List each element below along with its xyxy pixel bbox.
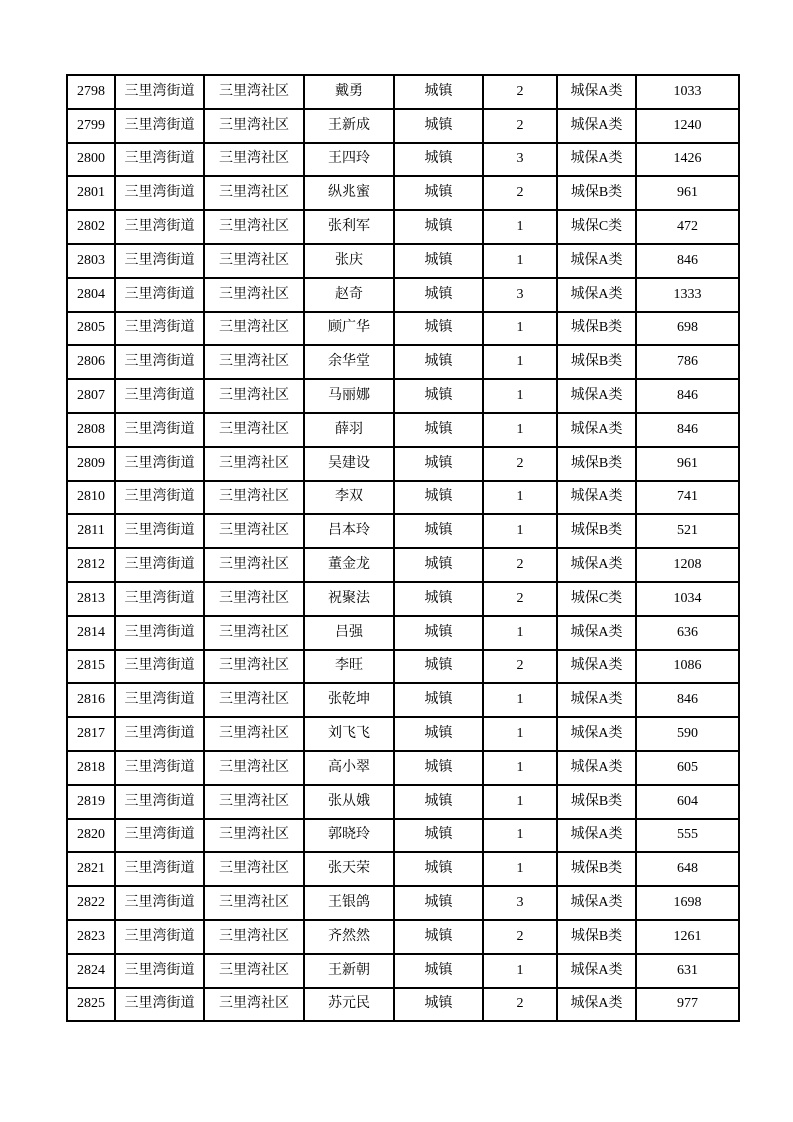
cell-row-number: 2815: [67, 650, 115, 684]
cell-community: 三里湾社区: [204, 345, 304, 379]
cell-insurance-category: 城保A类: [557, 143, 636, 177]
cell-amount: 698: [636, 312, 739, 346]
cell-row-number: 2816: [67, 683, 115, 717]
cell-street: 三里湾街道: [115, 278, 204, 312]
cell-street: 三里湾街道: [115, 548, 204, 582]
table-row: [67, 954, 739, 988]
cell-community: 三里湾社区: [204, 785, 304, 819]
table-row: [67, 176, 739, 210]
cell-name: 王四玲: [304, 143, 394, 177]
cell-amount: 961: [636, 447, 739, 481]
cell-name: 王新成: [304, 109, 394, 143]
cell-insurance-category: 城保B类: [557, 785, 636, 819]
cell-residence-type: 城镇: [394, 954, 483, 988]
cell-row-number: 2820: [67, 819, 115, 853]
cell-name: 薛羽: [304, 413, 394, 447]
cell-insurance-category: 城保A类: [557, 109, 636, 143]
cell-name: 张天荣: [304, 852, 394, 886]
table-row: [67, 447, 739, 481]
cell-name: 吴建设: [304, 447, 394, 481]
cell-name: 王新朝: [304, 954, 394, 988]
cell-name: 吕强: [304, 616, 394, 650]
cell-person-count: 1: [483, 345, 557, 379]
cell-street: 三里湾街道: [115, 582, 204, 616]
cell-row-number: 2798: [67, 75, 115, 109]
table-row: [67, 345, 739, 379]
cell-person-count: 2: [483, 920, 557, 954]
cell-name: 张乾坤: [304, 683, 394, 717]
cell-insurance-category: 城保A类: [557, 717, 636, 751]
records-table-body: [67, 75, 739, 1021]
table-row: [67, 819, 739, 853]
table-row: [67, 616, 739, 650]
cell-name: 张从娥: [304, 785, 394, 819]
cell-amount: 1034: [636, 582, 739, 616]
cell-name: 纵兆蜜: [304, 176, 394, 210]
cell-residence-type: 城镇: [394, 988, 483, 1022]
cell-residence-type: 城镇: [394, 176, 483, 210]
cell-row-number: 2817: [67, 717, 115, 751]
cell-residence-type: 城镇: [394, 345, 483, 379]
cell-residence-type: 城镇: [394, 886, 483, 920]
cell-community: 三里湾社区: [204, 109, 304, 143]
cell-amount: 1240: [636, 109, 739, 143]
cell-name: 刘飞飞: [304, 717, 394, 751]
cell-person-count: 1: [483, 244, 557, 278]
cell-amount: 1086: [636, 650, 739, 684]
cell-insurance-category: 城保A类: [557, 954, 636, 988]
cell-street: 三里湾街道: [115, 176, 204, 210]
cell-person-count: 1: [483, 954, 557, 988]
cell-insurance-category: 城保B类: [557, 176, 636, 210]
table-row: [67, 413, 739, 447]
table-row: [67, 683, 739, 717]
cell-residence-type: 城镇: [394, 683, 483, 717]
table-row: [67, 514, 739, 548]
cell-amount: 977: [636, 988, 739, 1022]
cell-street: 三里湾街道: [115, 481, 204, 515]
table-row: [67, 143, 739, 177]
cell-insurance-category: 城保A类: [557, 278, 636, 312]
cell-row-number: 2808: [67, 413, 115, 447]
cell-person-count: 2: [483, 109, 557, 143]
cell-community: 三里湾社区: [204, 143, 304, 177]
cell-insurance-category: 城保A类: [557, 751, 636, 785]
table-row: [67, 582, 739, 616]
cell-community: 三里湾社区: [204, 988, 304, 1022]
cell-row-number: 2823: [67, 920, 115, 954]
cell-community: 三里湾社区: [204, 582, 304, 616]
cell-residence-type: 城镇: [394, 210, 483, 244]
cell-amount: 961: [636, 176, 739, 210]
cell-community: 三里湾社区: [204, 379, 304, 413]
cell-row-number: 2821: [67, 852, 115, 886]
cell-name: 张利军: [304, 210, 394, 244]
cell-insurance-category: 城保C类: [557, 210, 636, 244]
cell-insurance-category: 城保B类: [557, 920, 636, 954]
cell-street: 三里湾街道: [115, 785, 204, 819]
cell-insurance-category: 城保A类: [557, 650, 636, 684]
cell-person-count: 1: [483, 717, 557, 751]
cell-name: 高小翠: [304, 751, 394, 785]
cell-residence-type: 城镇: [394, 244, 483, 278]
cell-person-count: 2: [483, 650, 557, 684]
cell-amount: 846: [636, 244, 739, 278]
cell-community: 三里湾社区: [204, 514, 304, 548]
table-row: [67, 312, 739, 346]
cell-street: 三里湾街道: [115, 650, 204, 684]
table-row: [67, 278, 739, 312]
cell-row-number: 2813: [67, 582, 115, 616]
cell-street: 三里湾街道: [115, 447, 204, 481]
cell-amount: 1033: [636, 75, 739, 109]
cell-amount: 1426: [636, 143, 739, 177]
cell-residence-type: 城镇: [394, 852, 483, 886]
cell-row-number: 2811: [67, 514, 115, 548]
cell-row-number: 2806: [67, 345, 115, 379]
cell-community: 三里湾社区: [204, 683, 304, 717]
cell-street: 三里湾街道: [115, 954, 204, 988]
cell-street: 三里湾街道: [115, 75, 204, 109]
cell-amount: 636: [636, 616, 739, 650]
cell-community: 三里湾社区: [204, 920, 304, 954]
cell-name: 董金龙: [304, 548, 394, 582]
cell-community: 三里湾社区: [204, 244, 304, 278]
cell-community: 三里湾社区: [204, 717, 304, 751]
cell-insurance-category: 城保A类: [557, 379, 636, 413]
cell-community: 三里湾社区: [204, 548, 304, 582]
cell-street: 三里湾街道: [115, 345, 204, 379]
cell-person-count: 1: [483, 616, 557, 650]
cell-person-count: 1: [483, 413, 557, 447]
cell-residence-type: 城镇: [394, 819, 483, 853]
table-row: [67, 886, 739, 920]
cell-street: 三里湾街道: [115, 852, 204, 886]
cell-street: 三里湾街道: [115, 920, 204, 954]
cell-insurance-category: 城保A类: [557, 819, 636, 853]
cell-community: 三里湾社区: [204, 210, 304, 244]
cell-insurance-category: 城保A类: [557, 481, 636, 515]
cell-name: 王银鸽: [304, 886, 394, 920]
cell-residence-type: 城镇: [394, 312, 483, 346]
cell-insurance-category: 城保B类: [557, 447, 636, 481]
cell-residence-type: 城镇: [394, 413, 483, 447]
cell-amount: 741: [636, 481, 739, 515]
cell-community: 三里湾社区: [204, 447, 304, 481]
cell-street: 三里湾街道: [115, 886, 204, 920]
cell-person-count: 2: [483, 548, 557, 582]
cell-row-number: 2803: [67, 244, 115, 278]
cell-street: 三里湾街道: [115, 413, 204, 447]
cell-residence-type: 城镇: [394, 920, 483, 954]
cell-insurance-category: 城保B类: [557, 852, 636, 886]
cell-street: 三里湾街道: [115, 514, 204, 548]
cell-amount: 846: [636, 683, 739, 717]
cell-name: 齐然然: [304, 920, 394, 954]
cell-person-count: 1: [483, 514, 557, 548]
table-row: [67, 717, 739, 751]
cell-person-count: 3: [483, 143, 557, 177]
cell-name: 苏元民: [304, 988, 394, 1022]
table-row: [67, 548, 739, 582]
cell-row-number: 2809: [67, 447, 115, 481]
cell-community: 三里湾社区: [204, 954, 304, 988]
cell-amount: 605: [636, 751, 739, 785]
cell-person-count: 2: [483, 176, 557, 210]
cell-street: 三里湾街道: [115, 616, 204, 650]
cell-name: 祝聚法: [304, 582, 394, 616]
cell-name: 马丽娜: [304, 379, 394, 413]
cell-insurance-category: 城保B类: [557, 345, 636, 379]
cell-name: 戴勇: [304, 75, 394, 109]
cell-insurance-category: 城保A类: [557, 683, 636, 717]
table-row: [67, 988, 739, 1022]
cell-row-number: 2818: [67, 751, 115, 785]
cell-community: 三里湾社区: [204, 616, 304, 650]
cell-insurance-category: 城保A类: [557, 988, 636, 1022]
cell-street: 三里湾街道: [115, 109, 204, 143]
cell-street: 三里湾街道: [115, 143, 204, 177]
cell-amount: 472: [636, 210, 739, 244]
cell-row-number: 2810: [67, 481, 115, 515]
cell-row-number: 2800: [67, 143, 115, 177]
table-row: [67, 650, 739, 684]
cell-insurance-category: 城保A类: [557, 548, 636, 582]
table-row: [67, 75, 739, 109]
cell-amount: 846: [636, 413, 739, 447]
cell-insurance-category: 城保A类: [557, 413, 636, 447]
cell-insurance-category: 城保A类: [557, 886, 636, 920]
cell-street: 三里湾街道: [115, 244, 204, 278]
cell-street: 三里湾街道: [115, 819, 204, 853]
cell-person-count: 1: [483, 819, 557, 853]
cell-name: 张庆: [304, 244, 394, 278]
cell-row-number: 2801: [67, 176, 115, 210]
table-row: [67, 481, 739, 515]
cell-person-count: 2: [483, 75, 557, 109]
cell-row-number: 2804: [67, 278, 115, 312]
cell-name: 李双: [304, 481, 394, 515]
cell-street: 三里湾街道: [115, 683, 204, 717]
cell-community: 三里湾社区: [204, 751, 304, 785]
cell-amount: 604: [636, 785, 739, 819]
table-row: [67, 785, 739, 819]
cell-amount: 1208: [636, 548, 739, 582]
cell-row-number: 2812: [67, 548, 115, 582]
cell-residence-type: 城镇: [394, 143, 483, 177]
cell-community: 三里湾社区: [204, 413, 304, 447]
cell-residence-type: 城镇: [394, 616, 483, 650]
cell-person-count: 1: [483, 785, 557, 819]
cell-street: 三里湾街道: [115, 751, 204, 785]
cell-person-count: 1: [483, 379, 557, 413]
cell-residence-type: 城镇: [394, 109, 483, 143]
cell-residence-type: 城镇: [394, 717, 483, 751]
cell-residence-type: 城镇: [394, 751, 483, 785]
cell-residence-type: 城镇: [394, 447, 483, 481]
cell-row-number: 2802: [67, 210, 115, 244]
cell-amount: 521: [636, 514, 739, 548]
cell-residence-type: 城镇: [394, 75, 483, 109]
cell-residence-type: 城镇: [394, 785, 483, 819]
cell-residence-type: 城镇: [394, 582, 483, 616]
cell-row-number: 2807: [67, 379, 115, 413]
cell-person-count: 1: [483, 683, 557, 717]
cell-community: 三里湾社区: [204, 852, 304, 886]
cell-community: 三里湾社区: [204, 312, 304, 346]
table-row: [67, 210, 739, 244]
cell-insurance-category: 城保B类: [557, 514, 636, 548]
cell-community: 三里湾社区: [204, 481, 304, 515]
table-row: [67, 244, 739, 278]
cell-amount: 1698: [636, 886, 739, 920]
table-row: [67, 109, 739, 143]
cell-street: 三里湾街道: [115, 717, 204, 751]
table-row: [67, 751, 739, 785]
cell-street: 三里湾街道: [115, 379, 204, 413]
table-row: [67, 920, 739, 954]
cell-insurance-category: 城保C类: [557, 582, 636, 616]
cell-amount: 555: [636, 819, 739, 853]
table-row: [67, 852, 739, 886]
cell-person-count: 3: [483, 886, 557, 920]
cell-amount: 1333: [636, 278, 739, 312]
cell-residence-type: 城镇: [394, 650, 483, 684]
cell-amount: 631: [636, 954, 739, 988]
cell-community: 三里湾社区: [204, 819, 304, 853]
cell-name: 顾广华: [304, 312, 394, 346]
cell-person-count: 2: [483, 988, 557, 1022]
cell-community: 三里湾社区: [204, 886, 304, 920]
cell-person-count: 2: [483, 447, 557, 481]
cell-insurance-category: 城保B类: [557, 312, 636, 346]
cell-name: 郭晓玲: [304, 819, 394, 853]
cell-residence-type: 城镇: [394, 481, 483, 515]
cell-street: 三里湾街道: [115, 210, 204, 244]
cell-person-count: 1: [483, 481, 557, 515]
cell-residence-type: 城镇: [394, 278, 483, 312]
cell-row-number: 2805: [67, 312, 115, 346]
cell-insurance-category: 城保A类: [557, 244, 636, 278]
cell-amount: 846: [636, 379, 739, 413]
cell-name: 赵奇: [304, 278, 394, 312]
cell-person-count: 1: [483, 852, 557, 886]
cell-community: 三里湾社区: [204, 176, 304, 210]
cell-residence-type: 城镇: [394, 379, 483, 413]
cell-insurance-category: 城保A类: [557, 616, 636, 650]
cell-insurance-category: 城保A类: [557, 75, 636, 109]
cell-name: 吕本玲: [304, 514, 394, 548]
records-table: [66, 74, 740, 1022]
cell-amount: 786: [636, 345, 739, 379]
cell-residence-type: 城镇: [394, 514, 483, 548]
cell-residence-type: 城镇: [394, 548, 483, 582]
cell-amount: 648: [636, 852, 739, 886]
table-row: [67, 379, 739, 413]
cell-name: 余华堂: [304, 345, 394, 379]
cell-person-count: 1: [483, 210, 557, 244]
cell-amount: 590: [636, 717, 739, 751]
cell-row-number: 2825: [67, 988, 115, 1022]
cell-amount: 1261: [636, 920, 739, 954]
cell-row-number: 2822: [67, 886, 115, 920]
cell-street: 三里湾街道: [115, 988, 204, 1022]
cell-person-count: 1: [483, 751, 557, 785]
cell-person-count: 1: [483, 312, 557, 346]
cell-row-number: 2799: [67, 109, 115, 143]
cell-row-number: 2819: [67, 785, 115, 819]
cell-row-number: 2824: [67, 954, 115, 988]
cell-community: 三里湾社区: [204, 650, 304, 684]
cell-community: 三里湾社区: [204, 278, 304, 312]
cell-person-count: 2: [483, 582, 557, 616]
cell-person-count: 3: [483, 278, 557, 312]
cell-row-number: 2814: [67, 616, 115, 650]
cell-street: 三里湾街道: [115, 312, 204, 346]
cell-name: 李旺: [304, 650, 394, 684]
cell-community: 三里湾社区: [204, 75, 304, 109]
